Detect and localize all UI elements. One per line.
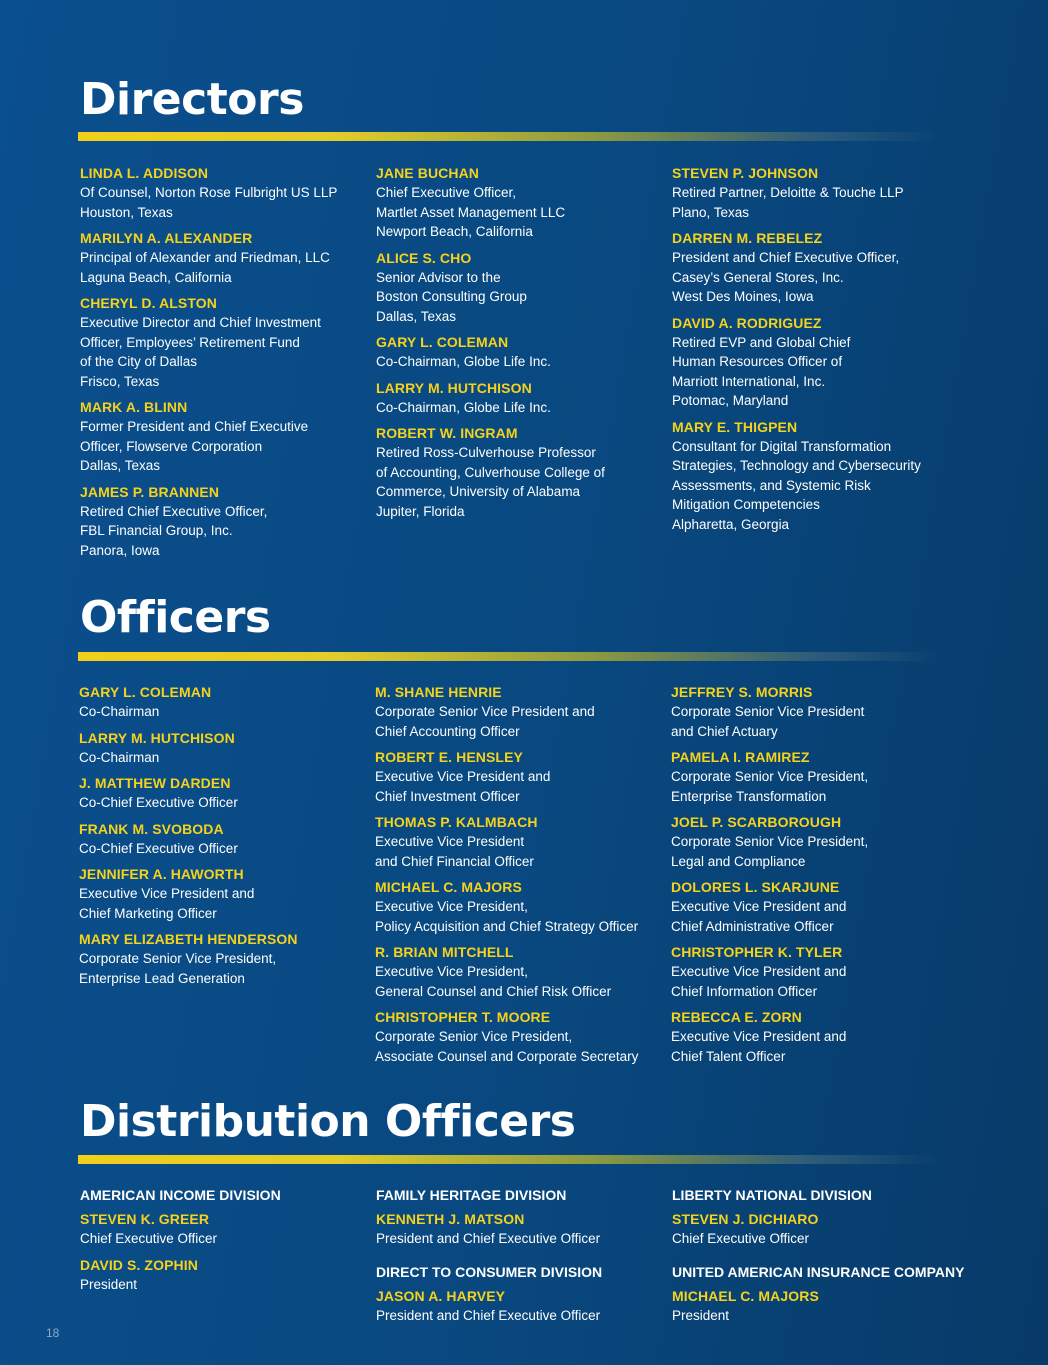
person-name: JENNIFER A. HAWORTH (79, 866, 244, 882)
person-detail: Mitigation Competencies (672, 497, 820, 512)
person-detail: Executive Vice President, (375, 899, 528, 914)
person-entry (671, 943, 961, 1001)
division-block (672, 1263, 972, 1326)
division-title: LIBERTY NATIONAL DIVISION (672, 1187, 872, 1203)
officers-column-3 (671, 683, 961, 1073)
person-detail: of the City of Dallas (80, 354, 198, 369)
division-title: AMERICAN INCOME DIVISION (80, 1187, 281, 1203)
person-detail: Retired Chief Executive Officer, (80, 503, 268, 519)
person-detail: Corporate Senior Vice President, (671, 834, 869, 849)
officers-title: Officers (80, 592, 271, 643)
person-name: ROBERT W. INGRAM (376, 425, 518, 441)
person-detail: Chief Executive Officer (80, 1231, 218, 1246)
person-entry (375, 1008, 675, 1066)
person-name: MICHAEL C. MAJORS (375, 879, 522, 895)
person-detail: Consultant for Digital Transformation (672, 438, 892, 454)
person-detail: Panora, Iowa (80, 542, 160, 558)
division-title: UNITED AMERICAN INSURANCE COMPANY (672, 1263, 965, 1280)
person-detail: Officer, Employees’ Retirement Fund (80, 334, 300, 350)
person-entry (672, 164, 962, 222)
person-name: MARK A. BLINN (80, 399, 188, 415)
person-detail: Human Resources Officer of (672, 354, 843, 369)
person-entry (376, 379, 666, 418)
person-detail: Co-Chairman, Globe Life Inc. (376, 354, 551, 369)
person-detail: President (80, 1276, 138, 1292)
person-entry (375, 878, 675, 936)
person-entry (671, 1008, 961, 1066)
person-detail: Executive Director and Chief Investment (80, 315, 321, 330)
person-detail: Dallas, Texas (376, 308, 457, 324)
person-detail: Corporate Senior Vice President (671, 704, 865, 719)
person-detail: Legal and Compliance (671, 853, 806, 869)
person-detail: Alpharetta, Georgia (672, 516, 790, 532)
person-entry (672, 418, 962, 535)
person-detail: Chief Accounting Officer (375, 723, 520, 739)
person-name: M. SHANE HENRIE (375, 684, 502, 700)
person-entry (79, 683, 369, 722)
division-block (80, 1186, 370, 1294)
person-detail: Laguna Beach, California (80, 269, 232, 285)
person-detail: Co-Chief Executive Officer (79, 795, 238, 810)
person-entry (80, 164, 370, 222)
person-entry (80, 398, 370, 476)
person-name: STEVEN K. GREER (80, 1211, 210, 1227)
person-detail: President and Chief Executive Officer, (672, 250, 900, 265)
person-name: MARY ELIZABETH HENDERSON (79, 931, 298, 947)
person-name: LINDA L. ADDISON (80, 165, 209, 181)
person-detail: Frisco, Texas (80, 373, 160, 389)
person-name: ALICE S. CHO (376, 249, 472, 266)
person-name: LARRY M. HUTCHISON (376, 379, 532, 396)
person-entry (671, 748, 961, 806)
person-entry (79, 865, 369, 923)
person-entry (376, 249, 666, 327)
person-detail: FBL Financial Group, Inc. (80, 523, 233, 538)
person-name: DAVID S. ZOPHIN (80, 1256, 198, 1273)
distribution-title: Distribution Officers (80, 1096, 576, 1147)
officers-divider (78, 652, 938, 661)
person-name: GARY L. COLEMAN (376, 334, 509, 350)
division-block (672, 1186, 972, 1249)
directors-column-2 (376, 164, 666, 528)
person-entry (671, 683, 961, 741)
person-detail: Chief Talent Officer (671, 1048, 786, 1064)
person-detail: Enterprise Transformation (671, 788, 827, 804)
division-title: DIRECT TO CONSUMER DIVISION (376, 1263, 603, 1280)
person-detail: Dallas, Texas (80, 458, 161, 473)
person-entry (80, 483, 370, 561)
person-detail: Casey’s General Stores, Inc. (672, 269, 844, 285)
person-detail: Potomac, Maryland (672, 393, 789, 408)
person-detail: Corporate Senior Vice President, (671, 769, 869, 784)
person-detail: Chief Executive Officer, (376, 185, 517, 200)
person-detail: Enterprise Lead Generation (79, 970, 245, 986)
person-name: CHRISTOPHER K. TYLER (671, 944, 843, 960)
person-entry (375, 748, 675, 806)
officers-column-1 (79, 683, 369, 995)
person-detail: President and Chief Executive Officer (376, 1231, 601, 1246)
person-detail: Executive Vice President (375, 834, 525, 849)
person-detail: Strategies, Technology and Cybersecurity (672, 458, 921, 473)
person-detail: Executive Vice President and (79, 886, 255, 901)
person-detail: Co-Chief Executive Officer (79, 840, 238, 856)
person-entry (80, 229, 370, 287)
person-detail: Plano, Texas (672, 204, 750, 220)
person-name: CHRISTOPHER T. MOORE (375, 1009, 551, 1025)
person-name: FRANK M. SVOBODA (79, 820, 224, 837)
person-entry (79, 820, 369, 859)
person-entry (80, 1256, 370, 1295)
person-detail: Martlet Asset Management LLC (376, 204, 566, 220)
directors-title: Directors (80, 74, 304, 125)
person-entry (672, 1287, 972, 1326)
person-detail: Marriott International, Inc. (672, 373, 826, 389)
person-detail: and Chief Actuary (671, 723, 778, 739)
person-name: CHERYL D. ALSTON (80, 295, 217, 311)
person-name: GARY L. COLEMAN (79, 684, 212, 700)
person-detail: Commerce, University of Alabama (376, 484, 581, 499)
distribution-divider (78, 1155, 938, 1164)
person-detail: of Accounting, Culverhouse College of (376, 464, 605, 480)
person-detail: Retired EVP and Global Chief (672, 334, 851, 350)
person-name: MICHAEL C. MAJORS (672, 1287, 819, 1304)
directors-divider (78, 132, 938, 141)
division-block (376, 1263, 672, 1326)
person-detail: Executive Vice President and (671, 899, 847, 914)
person-entry (375, 943, 675, 1001)
person-detail: Co-Chairman (79, 749, 160, 765)
person-detail: Jupiter, Florida (376, 503, 465, 519)
distribution-column-2 (376, 1186, 672, 1339)
person-detail: Officer, Flowserve Corporation (80, 438, 263, 454)
person-entry (376, 1210, 672, 1249)
person-detail: Chief Information Officer (671, 983, 818, 999)
person-entry (672, 1210, 972, 1249)
person-detail: Executive Vice President and (375, 769, 551, 784)
person-entry (79, 774, 369, 813)
person-detail: President and Chief Executive Officer (376, 1307, 601, 1323)
person-name: JEFFREY S. MORRIS (671, 684, 813, 700)
person-name: R. BRIAN MITCHELL (375, 944, 514, 960)
person-entry (79, 729, 369, 768)
person-name: STEVEN P. JOHNSON (672, 165, 819, 181)
person-detail: Chief Executive Officer (672, 1231, 810, 1246)
directors-column-1 (80, 164, 370, 567)
person-detail: Co-Chairman (79, 704, 160, 719)
person-detail: Retired Partner, Deloitte & Touche LLP (672, 185, 904, 200)
person-detail: Chief Administrative Officer (671, 918, 834, 934)
person-name: DAVID A. RODRIGUEZ (672, 314, 822, 331)
person-detail: Assessments, and Systemic Risk (672, 477, 871, 493)
person-name: JAMES P. BRANNEN (80, 483, 220, 500)
directors-column-3 (672, 164, 962, 541)
person-name: LARRY M. HUTCHISON (79, 729, 235, 746)
person-detail: Principal of Alexander and Friedman, LLC (80, 250, 330, 265)
person-name: JASON A. HARVEY (376, 1287, 506, 1304)
person-name: REBECCA E. ZORN (671, 1009, 802, 1025)
person-name: STEVEN J. DICHIARO (672, 1211, 819, 1227)
person-name: MARY E. THIGPEN (672, 418, 798, 435)
person-entry (376, 424, 666, 521)
person-detail: President (672, 1307, 730, 1323)
person-entry (375, 683, 675, 741)
person-entry (672, 314, 962, 411)
person-entry (672, 229, 962, 307)
person-entry (671, 878, 961, 936)
person-name: DOLORES L. SKARJUNE (671, 879, 840, 895)
person-detail: and Chief Financial Officer (375, 853, 534, 869)
person-name: KENNETH J. MATSON (376, 1211, 525, 1227)
person-name: DARREN M. REBELEZ (672, 230, 823, 246)
person-detail: Associate Counsel and Corporate Secretary (375, 1048, 639, 1064)
person-detail: Corporate Senior Vice President, (79, 951, 277, 966)
person-detail: Executive Vice President, (375, 964, 528, 979)
person-detail: Chief Marketing Officer (79, 905, 217, 921)
person-name: PAMELA I. RAMIREZ (671, 749, 810, 765)
person-detail: West Des Moines, Iowa (672, 289, 814, 304)
person-detail: Former President and Chief Executive (80, 419, 309, 434)
person-entry (80, 1210, 370, 1249)
person-entry (671, 813, 961, 871)
person-detail: Boston Consulting Group (376, 289, 527, 304)
person-name: J. MATTHEW DARDEN (79, 775, 231, 791)
person-detail: Senior Advisor to the (376, 269, 501, 285)
person-detail: Executive Vice President and (671, 1029, 847, 1044)
person-entry (80, 294, 370, 391)
person-detail: Newport Beach, California (376, 224, 533, 239)
person-entry (376, 164, 666, 242)
person-name: ROBERT E. HENSLEY (375, 749, 523, 765)
person-name: THOMAS P. KALMBACH (375, 814, 538, 830)
person-detail: Corporate Senior Vice President and (375, 704, 595, 719)
person-entry (79, 930, 369, 988)
person-detail: Executive Vice President and (671, 964, 847, 979)
officers-column-2 (375, 683, 675, 1073)
person-name: JOEL P. SCARBOROUGH (671, 814, 842, 830)
person-entry (375, 813, 675, 871)
person-entry (376, 1287, 672, 1326)
page-number: 18 (46, 1326, 60, 1340)
person-detail: Corporate Senior Vice President, (375, 1029, 573, 1044)
person-detail: Chief Investment Officer (375, 788, 520, 804)
person-detail: Houston, Texas (80, 204, 173, 220)
division-title: FAMILY HERITAGE DIVISION (376, 1187, 567, 1203)
person-detail: Policy Acquisition and Chief Strategy Officer (375, 918, 639, 934)
person-name: MARILYN A. ALEXANDER (80, 230, 253, 246)
distribution-column-1 (80, 1186, 370, 1308)
division-block (376, 1186, 672, 1249)
person-detail: General Counsel and Chief Risk Officer (375, 983, 612, 999)
person-entry (376, 333, 666, 372)
distribution-column-3 (672, 1186, 972, 1339)
person-detail: Of Counsel, Norton Rose Fulbright US LLP (80, 185, 338, 200)
person-detail: Retired Ross-Culverhouse Professor (376, 445, 596, 460)
person-name: JANE BUCHAN (376, 165, 479, 181)
person-detail: Co-Chairman, Globe Life Inc. (376, 399, 551, 415)
